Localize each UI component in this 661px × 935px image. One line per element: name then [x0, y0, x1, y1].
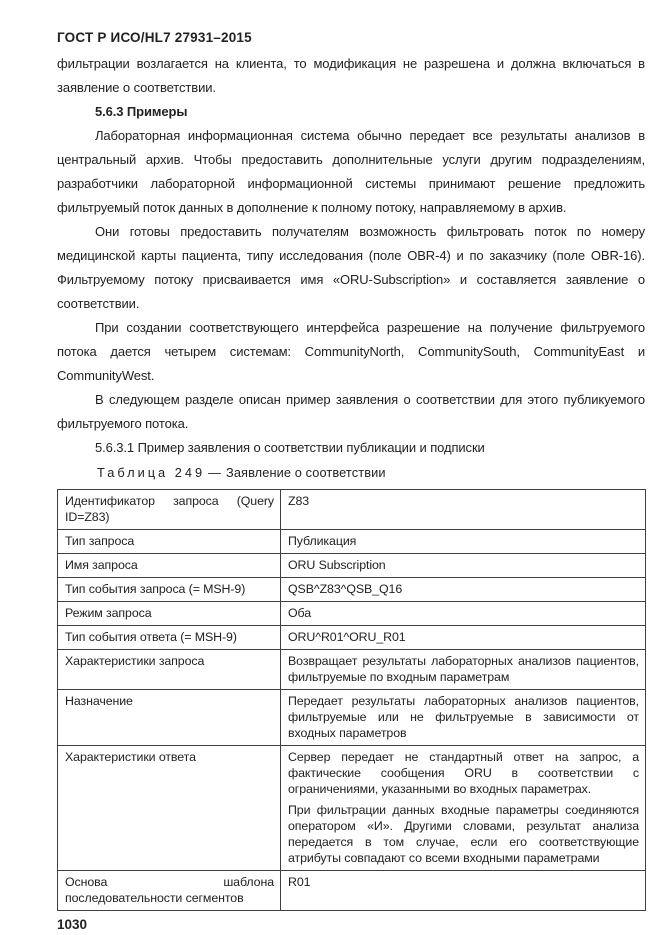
table-caption-title: Заявление о соответствии — [226, 465, 386, 480]
row-value-cell: Оба — [281, 602, 646, 626]
row-label-cell: Характеристики запроса — [58, 650, 281, 690]
row-value-cell: QSB^Z83^QSB_Q16 — [281, 578, 646, 602]
paragraph-lab-system: Лабораторная информационная система обычно передает все результаты анализов в центральный архив. Чтобы предоставить дополнительные услуги другим подразделениям, разработчики лабораторной информационной системы принимают решение предложить фильтруемый поток данных в дополнение к полному потоку, направляемому в архив. — [57, 128, 645, 215]
row-label-cell: Тип события ответа (= MSH-9) — [58, 626, 281, 650]
table-row — [58, 626, 646, 650]
table-row — [58, 602, 646, 626]
table-caption-dash: — — [208, 465, 221, 480]
running-header: ГОСТ Р ИСО/HL7 27931–2015 — [57, 30, 252, 45]
paragraph-continuation: фильтрации возлагается на клиента, то модификация не разрешена и должна включаться в заявление о соответствии. — [57, 56, 645, 95]
conformance-table — [57, 489, 646, 911]
table-row — [58, 490, 646, 530]
row-value-cell: ORU^R01^ORU_R01 — [281, 626, 646, 650]
row-value-cell — [281, 746, 646, 871]
table-caption — [57, 465, 645, 480]
paragraph-filter-options: Они готовы предоставить получателям возможность фильтровать поток по номеру медицинской карты пациента, типу исследования (поле OBR-4) и по заказчику (поле OBR-16). Фильтруемому потоку присваивается имя «ORU-Subscription» и составляется заявление о соответствии. — [57, 224, 645, 311]
value-paragraph: Сервер передает не стандартный ответ на запрос, а фактические сообщения ORU в соответствии с ограничениями, указанными во входных параметрах. — [288, 750, 639, 796]
table-row — [58, 650, 646, 690]
row-value-cell: Передает результаты лабораторных анализов пациентов, фильтруемые или не фильтруемые в зависимости от входных параметров — [281, 690, 646, 746]
paragraph-next-section: В следующем разделе описан пример заявления о соответствии для этого публикуемого фильтруемого потока. — [57, 392, 645, 431]
row-value-cell: Z83 — [281, 490, 646, 530]
paragraph-four-systems: При создании соответствующего интерфейса разрешение на получение фильтруемого потока дается четырем системам: CommunityNorth, CommunitySouth, CommunityEast и CommunityWest. — [57, 320, 645, 383]
row-value-cell: Публикация — [281, 530, 646, 554]
row-label-cell: Характеристики ответа — [58, 746, 281, 871]
table-row — [58, 578, 646, 602]
row-label-cell: Тип запроса — [58, 530, 281, 554]
row-value-cell: ORU Subscription — [281, 554, 646, 578]
table-row — [58, 690, 646, 746]
row-label-cell: Идентификатор запроса (Query ID=Z83) — [58, 490, 281, 530]
row-label-cell: Тип события запроса (= MSH-9) — [58, 578, 281, 602]
table-caption-number: Таблица 249 — [97, 465, 206, 480]
row-label-cell: Режим запроса — [58, 602, 281, 626]
row-label-cell: Имя запроса — [58, 554, 281, 578]
table-row — [58, 530, 646, 554]
page-number: 1030 — [57, 917, 88, 932]
row-value-cell: Возвращает результаты лабораторных анализов пациентов, фильтруемые по входным параметрам — [281, 650, 646, 690]
section-heading-5-6-3: 5.6.3 Примеры — [95, 104, 188, 119]
table-row — [58, 746, 646, 871]
row-label-cell: Основа шаблона последовательности сегментов — [58, 871, 281, 911]
value-paragraph: При фильтрации данных входные параметры соединяются оператором «И». Другими словами, результат анализа передается в том случае, если его соответствующие атрибуты совпадают со всеми входными параметрами — [288, 803, 639, 865]
row-label-cell: Назначение — [58, 690, 281, 746]
row-value-cell: R01 — [281, 871, 646, 911]
table-row — [58, 554, 646, 578]
subsection-heading-5-6-3-1: 5.6.3.1 Пример заявления о соответствии публикации и подписки — [95, 440, 485, 455]
table-row — [58, 871, 646, 911]
